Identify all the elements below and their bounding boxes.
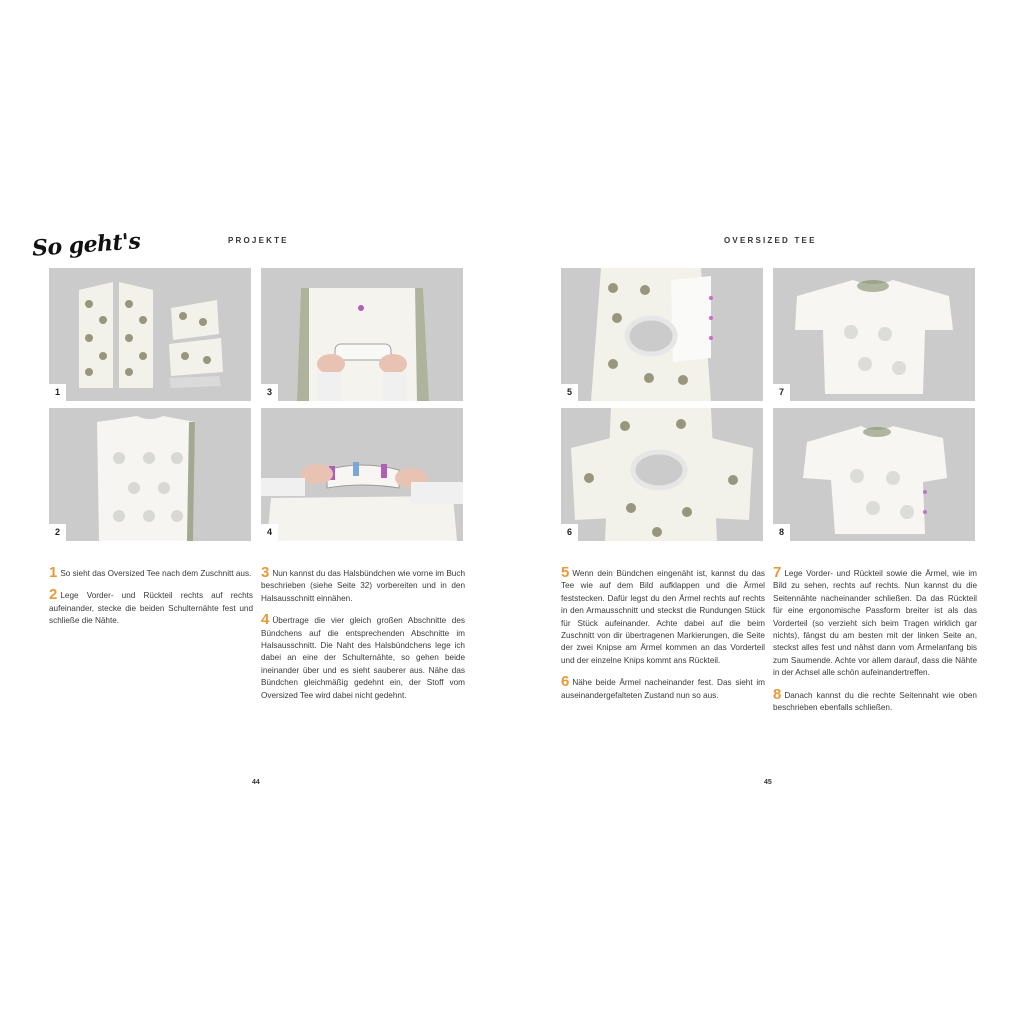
step-text: Lege Vorder- und Rückteil sowie die Ärmel, wie im Bild zu sehen, rechts auf rechts. Nun kannst du die Seitennähte nacheinander schließen. Da das Rückteil für eine ergonomische Passform breiter ist als das Vorderteil (so verzieht sich beim Tragen wirklich gar nichts), fängst du am besten mit der linken Seite an, steckst alles fest und nähst dann vom Ärmelanfang bis zum Saumende. Achte vor allem darauf, dass die Nähte in der Achsel alle schön aufeinandertreffen. [773,569,977,678]
sleeve-pinned-photo [561,268,763,401]
photo-number: 7 [773,384,790,401]
step-number: 5 [561,564,570,581]
photo-step-8 [773,408,975,541]
pattern-pieces-photo [49,268,251,401]
text-column-2 [261,564,465,711]
step-number: 1 [49,564,58,581]
step-6 [561,673,765,702]
photo-number: 1 [49,384,66,401]
step-number: 4 [261,611,270,629]
so-gehts-logo: So geht's [31,228,142,262]
step-1 [49,564,253,581]
step-7 [773,564,977,680]
photo-number: 6 [561,524,578,541]
text-column-1 [561,564,765,711]
step-number: 2 [49,586,58,604]
shirt-body-photo [49,408,251,541]
photo-number: 3 [261,384,278,401]
right-page [512,0,1024,1024]
neckband-photo [261,268,463,401]
step-text: Wenn dein Bündchen eingenäht ist, kannst du das Tee wie auf dem Bild aufklappen und die Ärmel feststecken. Dafür legst du den Ärmel rechts auf rechts in den Armausschnitt und steckst die Rundungen Stück für Stück aufeinander. Achte dabei auf die beim Zuschnitt von dir übertragenen Markierungen, die Seite der zwei Knipse am Ärmel kommen an das Vorderteil und der einzelne Knips kommt ans Rückteil. [561,569,765,665]
photo-step-1 [49,268,251,401]
photo-step-2 [49,408,251,541]
step-number: 8 [773,685,782,703]
step-text: Übertrage die vier gleich großen Abschnitte des Bündchens auf die entsprechenden Abschnitte im Halsausschnitt. Die Naht des Halsbündchens lege ich dabei an eine der Schulternähte, so gehen beide ineinander über und es sieht sauberer aus. Nähe das Bündchen gleichmäßig gedehnt ein, der Stoff vom Oversized Tee wird dabei nicht gedehnt. [261,616,465,700]
step-text: Danach kannst du die rechte Seitennaht wie oben beschrieben ebenfalls schließen. [773,690,977,713]
photo-step-4 [261,408,463,541]
photo-step-3 [261,268,463,401]
photo-step-5 [561,268,763,401]
clip-neckband-photo [261,408,463,541]
step-text: Lege Vorder- und Rückteil rechts auf rechts aufeinander, stecke die beiden Schulternähte fest und schließe die Nähte. [49,591,253,626]
step-3 [261,564,465,605]
photo-number: 4 [261,524,278,541]
page-number-left: 44 [252,779,260,786]
tee-finished-photo [773,408,975,541]
photo-number: 2 [49,524,66,541]
step-text: Nähe beide Ärmel nacheinander fest. Das sieht im auseinandergefalteten Zustand nun so aus. [561,678,765,700]
photo-number: 5 [561,384,578,401]
running-head-left: PROJEKTE [228,236,289,245]
step-number: 3 [261,564,270,581]
step-number: 7 [773,564,782,581]
photo-number: 8 [773,524,790,541]
step-2 [49,586,253,627]
sleeves-open-photo [561,408,763,541]
photo-step-6 [561,408,763,541]
step-number: 6 [561,673,570,691]
photo-step-7 [773,268,975,401]
tee-folded-photo [773,268,975,401]
running-head-right: OVERSIZED TEE [724,236,817,245]
step-5 [561,564,765,667]
step-text: So sieht das Oversized Tee nach dem Zuschnitt aus. [60,569,252,578]
step-4 [261,611,465,702]
page-number-right: 45 [764,779,772,786]
step-text: Nun kannst du das Halsbündchen wie vorne im Buch beschrieben (siehe Seite 32) vorbereiten und in den Halsausschnitt einnähen. [261,569,465,603]
text-column-2 [773,564,977,723]
step-8 [773,685,977,715]
text-column-1 [49,564,253,637]
